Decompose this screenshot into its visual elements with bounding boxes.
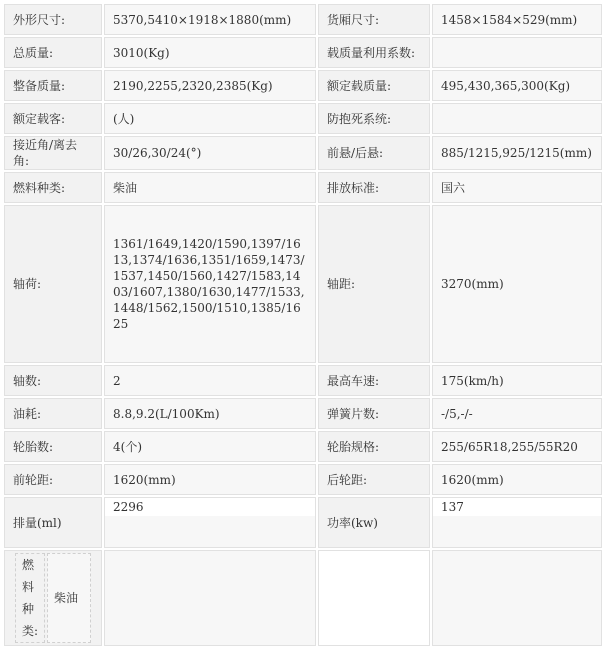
spec-label: 额定载质量: (318, 70, 430, 101)
table-row (4, 136, 602, 170)
displacement-value: 2296 (105, 498, 315, 516)
spec-label: 轮胎规格: (318, 431, 430, 462)
spec-label: 燃料种类: (4, 172, 102, 203)
spec-label: 轴数: (4, 365, 102, 396)
spec-value: 885/1215,925/1215(mm) (432, 136, 602, 170)
spec-value: 5370,5410×1918×1880(mm) (104, 4, 316, 35)
spec-label: 前悬/后悬: (318, 136, 430, 170)
spec-label: 轮胎数: (4, 431, 102, 462)
spec-label: 额定载客: (4, 103, 102, 134)
empty-cell (432, 550, 602, 646)
spec-value: 3270(mm) (432, 205, 602, 363)
spec-label: 接近角/离去角: (4, 136, 102, 170)
spec-value: 255/65R18,255/55R20 (432, 431, 602, 462)
table-row (4, 398, 602, 429)
spec-value: 4(个) (104, 431, 316, 462)
spec-value: 2190,2255,2320,2385(Kg) (104, 70, 316, 101)
spec-label: 防抱死系统: (318, 103, 430, 134)
spec-label: 油耗: (4, 398, 102, 429)
spec-label: 整备质量: (4, 70, 102, 101)
spec-label: 外形尺寸: (4, 4, 102, 35)
spec-label: 货厢尺寸: (318, 4, 430, 35)
table-row (4, 365, 602, 396)
spec-label: 总质量: (4, 37, 102, 68)
spec-value: 495,430,365,300(Kg) (432, 70, 602, 101)
table-row (4, 464, 602, 495)
table-row (4, 70, 602, 101)
table-row (4, 172, 602, 203)
spec-label: 排量(ml) (4, 497, 102, 548)
spec-label: 轴荷: (4, 205, 102, 363)
spec-value: (人) (104, 103, 316, 134)
table-row (4, 205, 602, 363)
table-row (4, 550, 602, 646)
spec-label: 载质量利用系数: (318, 37, 430, 68)
table-row (4, 497, 602, 548)
empty-cell (104, 550, 316, 646)
spec-label: 排放标准: (318, 172, 430, 203)
power-value: 137 (433, 498, 601, 516)
spec-value (432, 103, 602, 134)
spec-label: 最高车速: (318, 365, 430, 396)
spec-value: 8.8,9.2(L/100Km) (104, 398, 316, 429)
spec-value: 2 (104, 365, 316, 396)
spec-value: 国六 (432, 172, 602, 203)
fuel-type-subtable-cell (4, 550, 102, 646)
spec-label: 功率(kw) (318, 497, 430, 548)
spec-value: 1458×1584×529(mm) (432, 4, 602, 35)
spec-value (432, 37, 602, 68)
spec-value: 柴油 (104, 172, 316, 203)
spec-value: 柴油 (47, 553, 91, 643)
spec-value: 1620(mm) (432, 464, 602, 495)
spec-value: 30/26,30/24(°) (104, 136, 316, 170)
spec-value: 175(km/h) (432, 365, 602, 396)
spec-value: -/5,-/- (432, 398, 602, 429)
axle-load-value: 1361/1649,1420/1590,1397/1613,1374/1636,1351/1659,1473/1537,1450/1560,1427/1583,1403/1607,1380/1630,1477/1533,1448/1562,1500/1510,1385/1625 (104, 205, 316, 363)
spec-value: 1620(mm) (104, 464, 316, 495)
spec-label: 后轮距: (318, 464, 430, 495)
table-row (4, 4, 602, 35)
spec-label: 轴距: (318, 205, 430, 363)
table-row (4, 431, 602, 462)
fuel-type-subtable (13, 551, 93, 645)
table-row (4, 37, 602, 68)
table-row (4, 103, 602, 134)
spec-label: 燃料种类: (15, 553, 45, 643)
vehicle-spec-table (2, 2, 602, 648)
spec-label: 前轮距: (4, 464, 102, 495)
empty-cell (318, 550, 430, 646)
power-cell (432, 497, 602, 548)
spec-value: 3010(Kg) (104, 37, 316, 68)
displacement-cell (104, 497, 316, 548)
spec-label: 弹簧片数: (318, 398, 430, 429)
